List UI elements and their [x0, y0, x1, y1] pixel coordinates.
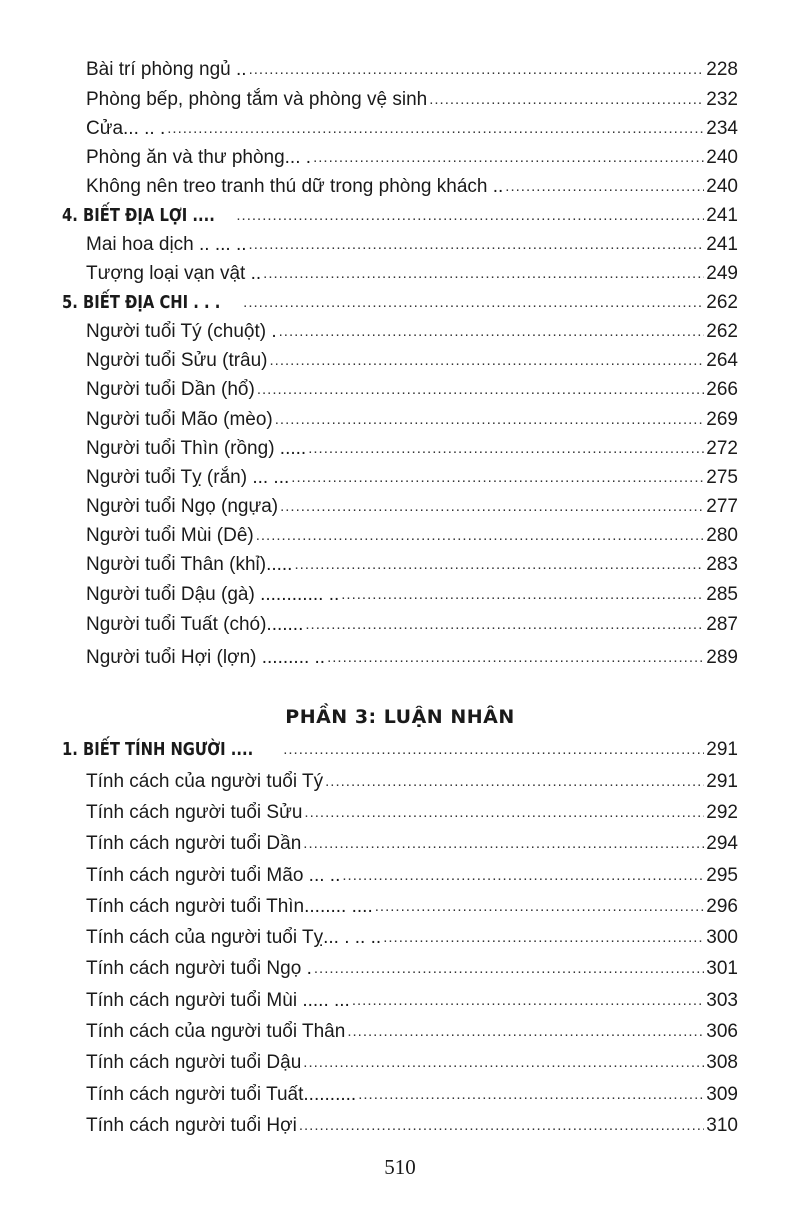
toc-leader-dots — [383, 928, 704, 948]
toc-entry — [86, 607, 738, 637]
toc-entry-page: 292 — [706, 802, 738, 823]
toc-leader-dots — [352, 991, 704, 1011]
toc-entry-label: Tính cách của người tuổi Tý — [86, 771, 324, 792]
toc-leader-dots — [256, 526, 705, 546]
toc-entry-page: 300 — [706, 927, 738, 948]
toc-entry-label: Tính cách người tuổi Tuất.......... — [86, 1084, 357, 1105]
toc-entry-label: Tính cách người tuổi Sửu — [86, 802, 303, 823]
toc-leader-dots — [275, 410, 705, 430]
toc-entry — [86, 402, 738, 432]
toc-entry-label: Tính cách người tuổi Mùi ..... ... — [86, 990, 350, 1011]
toc-leader-dots — [429, 90, 704, 110]
toc-entry-page: 232 — [706, 89, 738, 110]
toc-entry — [86, 314, 738, 344]
toc-entry-page: 262 — [706, 321, 738, 342]
toc-leader-dots — [279, 322, 705, 342]
toc-entry-label: Không nên treo tranh thú dữ trong phòng khách .. — [86, 176, 504, 197]
toc-entry — [86, 82, 738, 112]
toc-entry-page: 296 — [706, 896, 738, 917]
toc-entry-label: Người tuổi Tuất (chó)....... — [86, 614, 304, 635]
toc-entry-label: Người tuổi Thìn (rồng) ..... — [86, 438, 307, 459]
toc-entry-label: Tính cách người tuổi Ngọ . — [86, 958, 312, 979]
toc-leader-dots — [505, 177, 704, 197]
toc-entry-label: Tính cách của người tuổi Tỵ... . .. .. — [86, 927, 382, 948]
toc-leader-dots — [325, 772, 704, 792]
toc-entry-page: 240 — [706, 176, 738, 197]
toc-entry — [86, 795, 738, 825]
toc-entry-label: Tính cách người tuổi Mão ... .. — [86, 865, 341, 886]
toc-leader-dots — [249, 60, 705, 80]
toc-leader-dots — [291, 468, 704, 488]
toc-entry-label: Tính cách người tuổi Hợi — [86, 1115, 297, 1136]
toc-entry — [86, 920, 738, 950]
toc-entry-page: 228 — [706, 59, 738, 80]
toc-leader-dots — [167, 119, 704, 139]
toc-entry-page: 303 — [706, 990, 738, 1011]
toc-entry-page: 308 — [706, 1052, 738, 1073]
toc-entry-page: 234 — [706, 118, 738, 139]
toc-entry — [86, 764, 738, 794]
toc-entry — [86, 640, 738, 670]
toc-entry — [86, 140, 738, 170]
toc-entry — [86, 826, 738, 856]
toc-entry — [86, 489, 738, 519]
toc-entry — [86, 343, 738, 373]
toc-entry-label: Người tuổi Sửu (trâu) — [86, 350, 268, 371]
toc-entry — [86, 547, 738, 577]
toc-entry-page: 240 — [706, 147, 738, 168]
toc-section-heading — [62, 198, 738, 228]
toc-entry-page: 275 — [706, 467, 738, 488]
toc-entry-page: 294 — [706, 833, 738, 854]
toc-entry — [86, 431, 738, 461]
toc-section-page: 262 — [706, 292, 738, 313]
toc-leader-dots — [303, 834, 704, 854]
toc-leader-dots — [304, 803, 704, 823]
toc-section-label: 5. BIẾT ĐỊA CHI . . . — [62, 292, 221, 313]
toc-leader-dots — [341, 585, 704, 605]
toc-section-label: 4. BIẾT ĐỊA LỢI .... — [62, 205, 215, 226]
toc-entry — [86, 169, 738, 199]
toc-leader-dots — [342, 866, 704, 886]
toc-entry — [86, 372, 738, 402]
toc-entry-label: Tính cách người tuổi Thìn........ .... — [86, 896, 373, 917]
toc-entry-page: 272 — [706, 438, 738, 459]
toc-entry-label: Người tuổi Tỵ (rắn) ... ... — [86, 467, 290, 488]
toc-leader-dots — [249, 235, 705, 255]
toc-entry-label: Người tuổi Tý (chuột) . — [86, 321, 277, 342]
toc-leader-dots — [375, 897, 705, 917]
toc-section-heading — [62, 732, 738, 762]
toc-leader-dots — [243, 293, 704, 313]
toc-entry-page: 310 — [706, 1115, 738, 1136]
toc-entry-page: 283 — [706, 554, 738, 575]
toc-entry-page: 291 — [706, 771, 738, 792]
toc-entry-page: 295 — [706, 865, 738, 886]
toc-leader-dots — [313, 148, 704, 168]
toc-leader-dots — [327, 648, 704, 668]
toc-entry-label: Người tuổi Mùi (Dê) — [86, 525, 254, 546]
toc-leader-dots — [294, 555, 704, 575]
toc-entry-page: 289 — [706, 647, 738, 668]
toc-entry-page: 277 — [706, 496, 738, 517]
toc-entry-label: Người tuổi Thân (khỉ)..... — [86, 554, 293, 575]
toc-section-page: 241 — [706, 205, 738, 226]
toc-section-heading — [62, 285, 738, 315]
toc-entry-label: Người tuổi Dần (hổ) — [86, 379, 255, 400]
toc-leader-dots — [347, 1022, 704, 1042]
toc-entry-label: Người tuổi Dậu (gà) ............ .. — [86, 584, 340, 605]
toc-leader-dots — [280, 497, 704, 517]
toc-entry-page: 285 — [706, 584, 738, 605]
toc-entry-page: 249 — [706, 263, 738, 284]
toc-entry-label: Phòng bếp, phòng tắm và phòng vệ sinh — [86, 89, 428, 110]
toc-leader-dots — [299, 1116, 704, 1136]
toc-entry — [86, 111, 738, 141]
toc-entry — [86, 889, 738, 919]
toc-entry-label: Người tuổi Mão (mèo) — [86, 409, 273, 430]
toc-leader-dots — [283, 740, 704, 760]
toc-entry-label: Tính cách người tuổi Dậu — [86, 1052, 302, 1073]
toc-entry — [86, 983, 738, 1013]
toc-entry-label: Người tuổi Hợi (lợn) ......... .. — [86, 647, 326, 668]
toc-entry — [86, 577, 738, 607]
toc-leader-dots — [263, 264, 704, 284]
toc-entry-label: Mai hoa dịch .. ... .. — [86, 234, 247, 255]
toc-entry-page: 269 — [706, 409, 738, 430]
toc-entry-label: Người tuổi Ngọ (ngựa) — [86, 496, 279, 517]
toc-leader-dots — [270, 351, 705, 371]
toc-section-label: 1. BIẾT TÍNH NGƯỜI .... — [62, 739, 254, 760]
toc-entry-page: 266 — [706, 379, 738, 400]
toc-entry — [86, 858, 738, 888]
part-title: PHẦN 3: LUẬN NHÂN — [285, 706, 515, 728]
toc-entry — [86, 951, 738, 981]
toc-entry — [86, 1077, 738, 1107]
toc-leader-dots — [305, 615, 704, 635]
toc-entry — [86, 1045, 738, 1075]
toc-entry-label: Cửa... .. . — [86, 118, 166, 139]
toc-entry-label: Tính cách của người tuổi Thân — [86, 1021, 346, 1042]
toc-entry-page: 306 — [706, 1021, 738, 1042]
toc-entry-page: 309 — [706, 1084, 738, 1105]
toc-entry — [86, 227, 738, 257]
page-number: 510 — [384, 1155, 416, 1179]
toc-entry — [86, 1014, 738, 1044]
toc-entry-label: Phòng ăn và thư phòng... . — [86, 147, 312, 168]
toc-leader-dots — [257, 380, 704, 400]
toc-leader-dots — [236, 206, 704, 226]
toc-entry — [86, 52, 738, 82]
toc-entry — [86, 1108, 738, 1138]
toc-leader-dots — [303, 1053, 704, 1073]
toc-leader-dots — [308, 439, 704, 459]
toc-entry — [86, 460, 738, 490]
toc-entry-label: Tính cách người tuổi Dần — [86, 833, 302, 854]
toc-entry-label: Bài trí phòng ngủ .. — [86, 59, 247, 80]
toc-entry — [86, 256, 738, 286]
toc-section-page: 291 — [706, 739, 738, 760]
toc-entry-page: 280 — [706, 525, 738, 546]
toc-entry-page: 287 — [706, 614, 738, 635]
toc-entry — [86, 518, 738, 548]
toc-entry-page: 241 — [706, 234, 738, 255]
toc-leader-dots — [358, 1085, 704, 1105]
toc-entry-page: 264 — [706, 350, 738, 371]
toc-entry-label: Tượng loại vạn vật .. — [86, 263, 262, 284]
toc-entry-page: 301 — [706, 958, 738, 979]
toc-leader-dots — [314, 959, 704, 979]
